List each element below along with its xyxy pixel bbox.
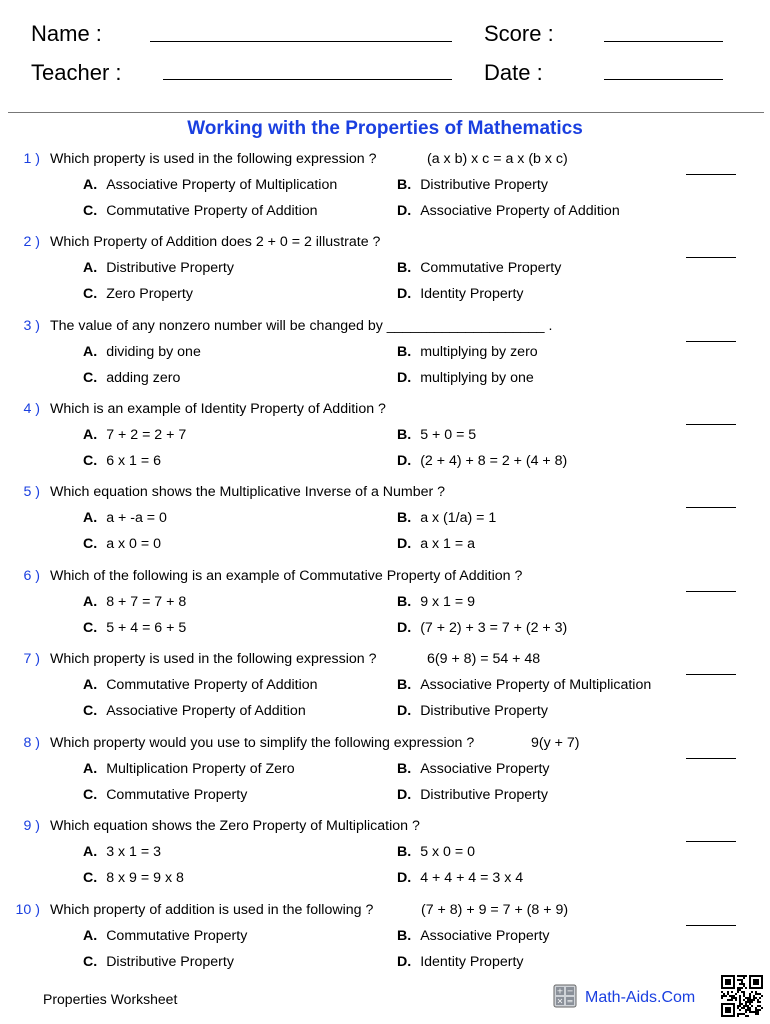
answer-blank[interactable] <box>686 758 736 759</box>
option-b[interactable] <box>397 177 548 193</box>
question-text: Which property is used in the following expression ? <box>50 151 377 167</box>
name-label: Name : <box>31 21 102 46</box>
option-a[interactable] <box>83 677 318 693</box>
option-text: Zero Property <box>106 286 193 302</box>
option-b[interactable] <box>397 928 550 944</box>
option-letter: A. <box>83 761 98 777</box>
option-d[interactable] <box>397 286 524 302</box>
option-letter: A. <box>83 928 98 944</box>
option-text: Distributive Property <box>420 177 548 193</box>
question-text: Which property would you use to simplify the following expression ? <box>50 735 475 751</box>
question-5 <box>0 484 770 568</box>
question-text: The value of any nonzero number will be changed by ____________________ . <box>50 318 553 334</box>
option-text: adding zero <box>106 370 181 386</box>
question-number: 6 ) <box>23 568 40 584</box>
option-text: 5 x 0 = 0 <box>420 844 476 860</box>
option-text: Associative Property of Multiplication <box>420 677 652 693</box>
option-letter: A. <box>83 594 98 610</box>
option-text: 5 + 0 = 5 <box>420 427 477 443</box>
answer-blank[interactable] <box>686 674 736 675</box>
option-letter: C. <box>83 286 98 302</box>
option-text: Distributive Property <box>106 954 234 970</box>
option-d[interactable] <box>397 453 567 469</box>
option-text: 8 + 7 = 7 + 8 <box>106 594 187 610</box>
option-text: 6 x 1 = 6 <box>106 453 162 469</box>
option-letter: B. <box>397 510 412 526</box>
option-a[interactable] <box>83 928 247 944</box>
option-text: multiplying by one <box>420 370 534 386</box>
answer-blank[interactable] <box>686 341 736 342</box>
score-line[interactable] <box>604 41 723 42</box>
option-text: multiplying by zero <box>420 344 538 360</box>
option-d[interactable] <box>397 370 534 386</box>
option-letter: D. <box>397 453 412 469</box>
option-letter: D. <box>397 286 412 302</box>
option-text: Commutative Property of Addition <box>106 203 318 219</box>
option-a[interactable] <box>83 177 337 193</box>
option-c[interactable] <box>83 453 161 469</box>
option-text: Commutative Property <box>420 260 562 276</box>
question-number: 5 ) <box>23 484 40 500</box>
option-letter: D. <box>397 370 412 386</box>
option-a[interactable] <box>83 594 186 610</box>
question-number: 9 ) <box>23 818 40 834</box>
question-number: 1 ) <box>23 151 40 167</box>
option-letter: B. <box>397 344 412 360</box>
option-letter: C. <box>83 453 98 469</box>
option-d[interactable] <box>397 203 620 219</box>
footer-title: Properties Worksheet <box>43 991 178 1007</box>
option-letter: B. <box>397 594 412 610</box>
option-b[interactable] <box>397 594 475 610</box>
question-expression: (a x b) x c = a x (b x c) <box>427 151 568 167</box>
qr-code-icon <box>721 975 763 1017</box>
question-number: 8 ) <box>23 735 40 751</box>
option-d[interactable] <box>397 536 475 552</box>
answer-blank[interactable] <box>686 925 736 926</box>
question-1 <box>0 151 770 235</box>
option-a[interactable] <box>83 844 161 860</box>
option-text: 9 x 1 = 9 <box>420 594 476 610</box>
question-text: Which of the following is an example of Commutative Property of Addition ? <box>50 568 523 584</box>
option-letter: C. <box>83 703 98 719</box>
date-label: Date : <box>484 60 543 85</box>
option-text: 4 + 4 + 4 = 3 x 4 <box>420 870 524 886</box>
option-d[interactable] <box>397 703 548 719</box>
option-letter: D. <box>397 620 412 636</box>
question-text: Which property of addition is used in the following ? <box>50 902 374 918</box>
question-number: 4 ) <box>23 401 40 417</box>
question-text: Which equation shows the Multiplicative Inverse of a Number ? <box>50 484 446 500</box>
option-letter: A. <box>83 260 98 276</box>
question-number: 7 ) <box>23 651 40 667</box>
header-divider <box>8 112 764 113</box>
option-letter: C. <box>83 787 98 803</box>
option-text: Commutative Property <box>106 787 248 803</box>
option-letter: B. <box>397 844 412 860</box>
teacher-label: Teacher : <box>31 60 122 85</box>
calculator-icon <box>553 984 577 1008</box>
answer-blank[interactable] <box>686 424 736 425</box>
question-4 <box>0 401 770 485</box>
option-d[interactable] <box>397 787 548 803</box>
question-10 <box>0 902 770 986</box>
svg-text:×: × <box>556 996 564 1006</box>
option-letter: A. <box>83 344 98 360</box>
option-b[interactable] <box>397 427 476 443</box>
option-text: Multiplication Property of Zero <box>106 761 295 777</box>
question-2 <box>0 234 770 318</box>
answer-blank[interactable] <box>686 841 736 842</box>
option-a[interactable] <box>83 344 201 360</box>
option-letter: C. <box>83 203 98 219</box>
svg-text:=: = <box>566 996 574 1006</box>
option-b[interactable] <box>397 761 550 777</box>
option-text: Distributive Property <box>106 260 234 276</box>
option-letter: B. <box>397 260 412 276</box>
option-letter: B. <box>397 928 412 944</box>
option-letter: B. <box>397 677 412 693</box>
option-letter: C. <box>83 370 98 386</box>
option-b[interactable] <box>397 844 475 860</box>
option-letter: D. <box>397 536 412 552</box>
svg-text:−: − <box>566 986 574 996</box>
option-text: a x (1/a) = 1 <box>420 510 497 526</box>
option-text: a x 0 = 0 <box>106 536 162 552</box>
option-c[interactable] <box>83 536 161 552</box>
question-expression: (7 + 8) + 9 = 7 + (8 + 9) <box>421 902 569 918</box>
option-c[interactable] <box>83 787 247 803</box>
option-letter: A. <box>83 427 98 443</box>
answer-blank[interactable] <box>686 591 736 592</box>
question-number: 10 ) <box>15 902 40 918</box>
option-letter: D. <box>397 703 412 719</box>
option-c[interactable] <box>83 703 306 719</box>
teacher-line[interactable] <box>163 79 452 80</box>
option-text: 8 x 9 = 9 x 8 <box>106 870 184 886</box>
option-letter: B. <box>397 761 412 777</box>
option-a[interactable] <box>83 427 186 443</box>
question-text: Which property is used in the following expression ? <box>50 651 377 667</box>
question-number: 3 ) <box>23 318 40 334</box>
date-line[interactable] <box>604 79 723 80</box>
option-text: 7 + 2 = 2 + 7 <box>106 427 187 443</box>
option-letter: D. <box>397 954 412 970</box>
option-b[interactable] <box>397 510 496 526</box>
option-text: Associative Property of Addition <box>106 703 306 719</box>
option-text: a + -a = 0 <box>106 510 167 526</box>
question-7 <box>0 651 770 735</box>
answer-blank[interactable] <box>686 257 736 258</box>
question-6 <box>0 568 770 652</box>
option-letter: C. <box>83 620 98 636</box>
answer-blank[interactable] <box>686 507 736 508</box>
option-text: (7 + 2) + 3 = 7 + (2 + 3) <box>420 620 568 636</box>
option-c[interactable] <box>83 286 193 302</box>
option-d[interactable] <box>397 620 567 636</box>
svg-text:+: + <box>556 986 564 996</box>
option-text: 3 x 1 = 3 <box>106 844 162 860</box>
option-c[interactable] <box>83 370 180 386</box>
question-text: Which Property of Addition does 2 + 0 = 2 illustrate ? <box>50 234 381 250</box>
option-letter: D. <box>397 203 412 219</box>
option-text: 5 + 4 = 6 + 5 <box>106 620 187 636</box>
option-c[interactable] <box>83 620 186 636</box>
option-text: Commutative Property of Addition <box>106 677 318 693</box>
question-expression: 6(9 + 8) = 54 + 48 <box>427 651 541 667</box>
answer-blank[interactable] <box>686 174 736 175</box>
worksheet-title: Working with the Properties of Mathematics <box>187 118 583 139</box>
brand-link[interactable]: Math-Aids.Com <box>585 989 696 1006</box>
option-d[interactable] <box>397 954 524 970</box>
question-9 <box>0 818 770 902</box>
option-text: Identity Property <box>420 286 524 302</box>
option-c[interactable] <box>83 203 318 219</box>
option-c[interactable] <box>83 954 234 970</box>
question-3 <box>0 318 770 402</box>
option-text: Associative Property <box>420 761 550 777</box>
option-text: a x 1 = a <box>420 536 476 552</box>
option-text: Associative Property <box>420 928 550 944</box>
option-a[interactable] <box>83 260 234 276</box>
option-b[interactable] <box>397 260 561 276</box>
option-letter: A. <box>83 844 98 860</box>
question-text: Which is an example of Identity Property of Addition ? <box>50 401 386 417</box>
option-letter: D. <box>397 870 412 886</box>
question-8 <box>0 735 770 819</box>
option-text: Distributive Property <box>420 703 548 719</box>
option-letter: C. <box>83 536 98 552</box>
option-a[interactable] <box>83 761 295 777</box>
option-letter: A. <box>83 177 98 193</box>
option-letter: D. <box>397 787 412 803</box>
option-text: Identity Property <box>420 954 524 970</box>
option-a[interactable] <box>83 510 167 526</box>
option-d[interactable] <box>397 870 523 886</box>
option-letter: A. <box>83 510 98 526</box>
option-text: Commutative Property <box>106 928 248 944</box>
option-text: dividing by one <box>106 344 201 360</box>
option-letter: C. <box>83 870 98 886</box>
score-label: Score : <box>484 21 554 46</box>
question-text: Which equation shows the Zero Property of Multiplication ? <box>50 818 420 834</box>
name-line[interactable] <box>150 41 452 42</box>
option-b[interactable] <box>397 344 538 360</box>
option-c[interactable] <box>83 870 184 886</box>
option-text: Distributive Property <box>420 787 548 803</box>
option-text: Associative Property of Multiplication <box>106 177 338 193</box>
option-letter: B. <box>397 177 412 193</box>
question-number: 2 ) <box>23 234 40 250</box>
question-expression: 9(y + 7) <box>531 735 580 751</box>
option-b[interactable] <box>397 677 651 693</box>
option-letter: A. <box>83 677 98 693</box>
option-letter: B. <box>397 427 412 443</box>
option-letter: C. <box>83 954 98 970</box>
option-text: Associative Property of Addition <box>420 203 620 219</box>
option-text: (2 + 4) + 8 = 2 + (4 + 8) <box>420 453 568 469</box>
